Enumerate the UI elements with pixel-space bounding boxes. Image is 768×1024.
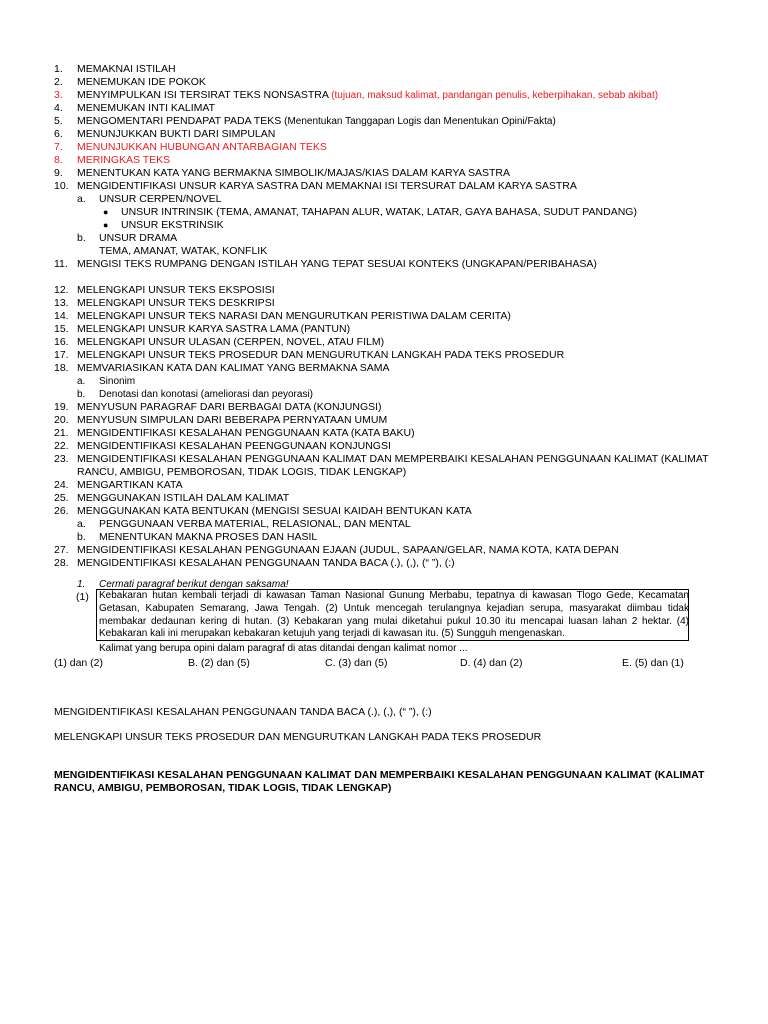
item-number: 19.: [54, 401, 69, 413]
sub-item-text: UNSUR CERPEN/NOVEL: [99, 193, 222, 205]
sub-item-label: a.: [77, 518, 86, 530]
item-text: MEMAKNAI ISTILAH: [77, 63, 176, 75]
item-number: 7.: [54, 141, 63, 153]
item-number: 3.: [54, 89, 63, 101]
item-text: MELENGKAPI UNSUR TEKS NARASI DAN MENGURUTKAN PERISTIWA DALAM CERITA): [77, 310, 511, 322]
item-number: 20.: [54, 414, 69, 426]
sub-item-text: Denotasi dan konotasi (ameliorasi dan peyorasi): [99, 389, 314, 400]
item-number: 23.: [54, 453, 69, 465]
option-b[interactable]: B. (2) dan (5): [188, 657, 250, 669]
item-text: RANCU, AMBIGU, PEMBOROSAN, TIDAK LOGIS, TIDAK LENGKAP): [77, 466, 407, 478]
sub-item-text: UNSUR DRAMA: [99, 232, 178, 244]
footer-text: MELENGKAPI UNSUR TEKS PROSEDUR DAN MENGURUTKAN LANGKAH PADA TEKS PROSEDUR: [54, 731, 542, 743]
option-d[interactable]: D. (4) dan (2): [460, 657, 523, 669]
item-number: 27.: [54, 544, 69, 556]
sub-item-text: Sinonim: [99, 376, 136, 387]
prompt-text: Kalimat yang berupa opini dalam paragraf di atas ditandai dengan kalimat nomor ...: [99, 643, 468, 654]
item-text: MENGGUNAKAN ISTILAH DALAM KALIMAT: [77, 492, 290, 504]
item-text: MELENGKAPI UNSUR TEKS PROSEDUR DAN MENGURUTKAN LANGKAH PADA TEKS PROSEDUR: [77, 349, 565, 361]
item-number: 5.: [54, 115, 63, 127]
sub-item-label: b.: [77, 232, 86, 244]
question-number: 1.: [77, 579, 86, 590]
bullet-text: UNSUR INTRINSIK (TEMA, AMANAT, TAHAPAN ALUR, WATAK, LATAR, GAYA BAHASA, SUDUT PANDANG): [121, 206, 637, 218]
item-text: MENGIDENTIFIKASI KESALAHAN PENGGUNAAN EJAAN (JUDUL, SAPAAN/GELAR, NAMA KOTA, KATA DEPAN: [77, 544, 619, 556]
item-content: [77, 115, 556, 128]
item-text: MENYUSUN SIMPULAN DARI BEBERAPA PERNYATAAN UMUM: [77, 414, 388, 426]
item-number: 17.: [54, 349, 69, 361]
item-text: MENYIMPULKAN ISI TERSIRAT TEKS NONSASTRA: [77, 89, 332, 101]
item-number: 16.: [54, 336, 69, 348]
item-text: MENGARTIKAN KATA: [77, 479, 183, 491]
sub-item-label: a.: [77, 193, 86, 205]
item-number: 24.: [54, 479, 69, 491]
item-number: 1.: [54, 63, 63, 75]
item-text: MENYUSUN PARAGRAF DARI BERBAGAI DATA (KONJUNGSI): [77, 401, 382, 413]
item-number: 8.: [54, 154, 63, 166]
item-text: MENGIDENTIFIKASI KESALAHAN PENGGUNAAN KALIMAT DAN MEMPERBAIKI KESALAHAN PENGGUNAAN KALIMAT (KALIMAT: [77, 453, 709, 465]
item-number: 10.: [54, 180, 69, 192]
footer-bold-text: RANCU, AMBIGU, PEMBOROSAN, TIDAK LOGIS, TIDAK LENGKAP): [54, 782, 392, 794]
item-content: [77, 89, 658, 102]
option-e[interactable]: E. (5) dan (1): [622, 657, 684, 669]
sub-item-label: b.: [77, 389, 86, 400]
item-text: MENGIDENTIFIKASI KESALAHAN PENGGUNAAN KATA (KATA BAKU): [77, 427, 415, 439]
footer-text: MENGIDENTIFIKASI KESALAHAN PENGGUNAAN TANDA BACA (.), (,), (“ ”), (:): [54, 706, 432, 718]
item-text: MENGISI TEKS RUMPANG DENGAN ISTILAH YANG TEPAT SESUAI KONTEKS (UNGKAPAN/PERIBAHASA): [77, 258, 597, 270]
sub-item-text: MENENTUKAN MAKNA PROSES DAN HASIL: [99, 531, 318, 543]
item-text: MELENGKAPI UNSUR KARYA SASTRA LAMA (PANTUN): [77, 323, 351, 335]
item-text: MENGIDENTIFIKASI KESALAHAN PENGGUNAAN TANDA BACA (.), (,), (“ ”), (:): [77, 557, 455, 569]
sub-item-label: a.: [77, 376, 86, 387]
item-text: MELENGKAPI UNSUR ULASAN (CERPEN, NOVEL, ATAU FILM): [77, 336, 385, 348]
item-text: MENEMUKAN IDE POKOK: [77, 76, 206, 88]
item-text: MENUNJUKKAN HUBUNGAN ANTARBAGIAN TEKS: [77, 141, 327, 153]
item-number: 2.: [54, 76, 63, 88]
item-number: 15.: [54, 323, 69, 335]
item-text: MERINGKAS TEKS: [77, 154, 171, 166]
item-text: MENENTUKAN KATA YANG BERMAKNA SIMBOLIK/MAJAS/KIAS DALAM KARYA SASTRA: [77, 167, 510, 179]
item-text: MELENGKAPI UNSUR TEKS DESKRIPSI: [77, 297, 275, 309]
item-number: 28.: [54, 557, 69, 569]
item-note: (Menentukan Tanggapan Logis dan Menentukan Opini/Fakta): [284, 116, 556, 127]
item-number: 6.: [54, 128, 63, 140]
item-number: 18.: [54, 362, 69, 374]
item-number: 4.: [54, 102, 63, 114]
item-text: MELENGKAPI UNSUR TEKS EKSPOSISI: [77, 284, 275, 296]
item-text: MENEMUKAN INTI KALIMAT: [77, 102, 216, 114]
passage-text: Kebakaran hutan kembali terjadi di kawasan Taman Nasional Gunung Merbabu, tepatnya di kawasan Tlogo Gede, Kecamatan Getasan, Kabupaten Semarang, Jawa Tengah. (2) Untuk mencegah terulangnya kejadian serupa, masyarakat diimbau tidak membakar dedaunan kering di hutan. (3) Kebakaran yang mulai diketahui pukul 10.30 itu mencapai luasan lahan 2 hektar. (4) Kebakaran kali ini merupakan kebakaran ketujuh yang terjadi di kawasan itu. (5) Sungguh mengenaskan.: [99, 590, 689, 640]
item-text: MENUNJUKKAN BUKTI DARI SIMPULAN: [77, 128, 276, 140]
sub-item-text: TEMA, AMANAT, WATAK, KONFLIK: [99, 245, 268, 257]
option-a[interactable]: (1) dan (2): [54, 657, 104, 669]
item-number: 22.: [54, 440, 69, 452]
bullet-icon: ●: [103, 207, 109, 217]
item-number: 14.: [54, 310, 69, 322]
item-note: (tujuan, maksud kalimat, pandangan penulis, keberpihakan, sebab akibat): [331, 90, 659, 101]
item-text: MENGOMENTARI PENDAPAT PADA TEKS: [77, 115, 285, 127]
passage-label: (1): [76, 591, 89, 603]
item-number: 26.: [54, 505, 69, 517]
sub-item-text: PENGGUNAAN VERBA MATERIAL, RELASIONAL, DAN MENTAL: [99, 518, 411, 530]
item-number: 13.: [54, 297, 69, 309]
option-c[interactable]: C. (3) dan (5): [325, 657, 388, 669]
sub-item-label: b.: [77, 531, 86, 543]
item-text: MENGIDENTIFIKASI UNSUR KARYA SASTRA DAN MEMAKNAI ISI TERSURAT DALAM KARYA SASTRA: [77, 180, 577, 192]
item-number: 21.: [54, 427, 69, 439]
item-number: 11.: [54, 258, 68, 270]
item-text: MEMVARIASIKAN KATA DAN KALIMAT YANG BERMAKNA SAMA: [77, 362, 390, 374]
footer-bold-text: MENGIDENTIFIKASI KESALAHAN PENGGUNAAN KALIMAT DAN MEMPERBAIKI KESALAHAN PENGGUNAAN KALIMAT (KALIMAT: [54, 769, 705, 781]
bullet-text: UNSUR EKSTRINSIK: [121, 219, 224, 231]
bullet-icon: ●: [103, 220, 109, 230]
item-text: MENGIDENTIFIKASI KESALAHAN PEENGGUNAAN KONJUNGSI: [77, 440, 391, 452]
item-number: 9.: [54, 167, 63, 179]
instruction-text: Cermati paragraf berikut dengan saksama!: [99, 579, 289, 590]
item-text: MENGGUNAKAN KATA BENTUKAN (MENGISI SESUAI KAIDAH BENTUKAN KATA: [77, 505, 472, 517]
item-number: 25.: [54, 492, 69, 504]
item-number: 12.: [54, 284, 69, 296]
